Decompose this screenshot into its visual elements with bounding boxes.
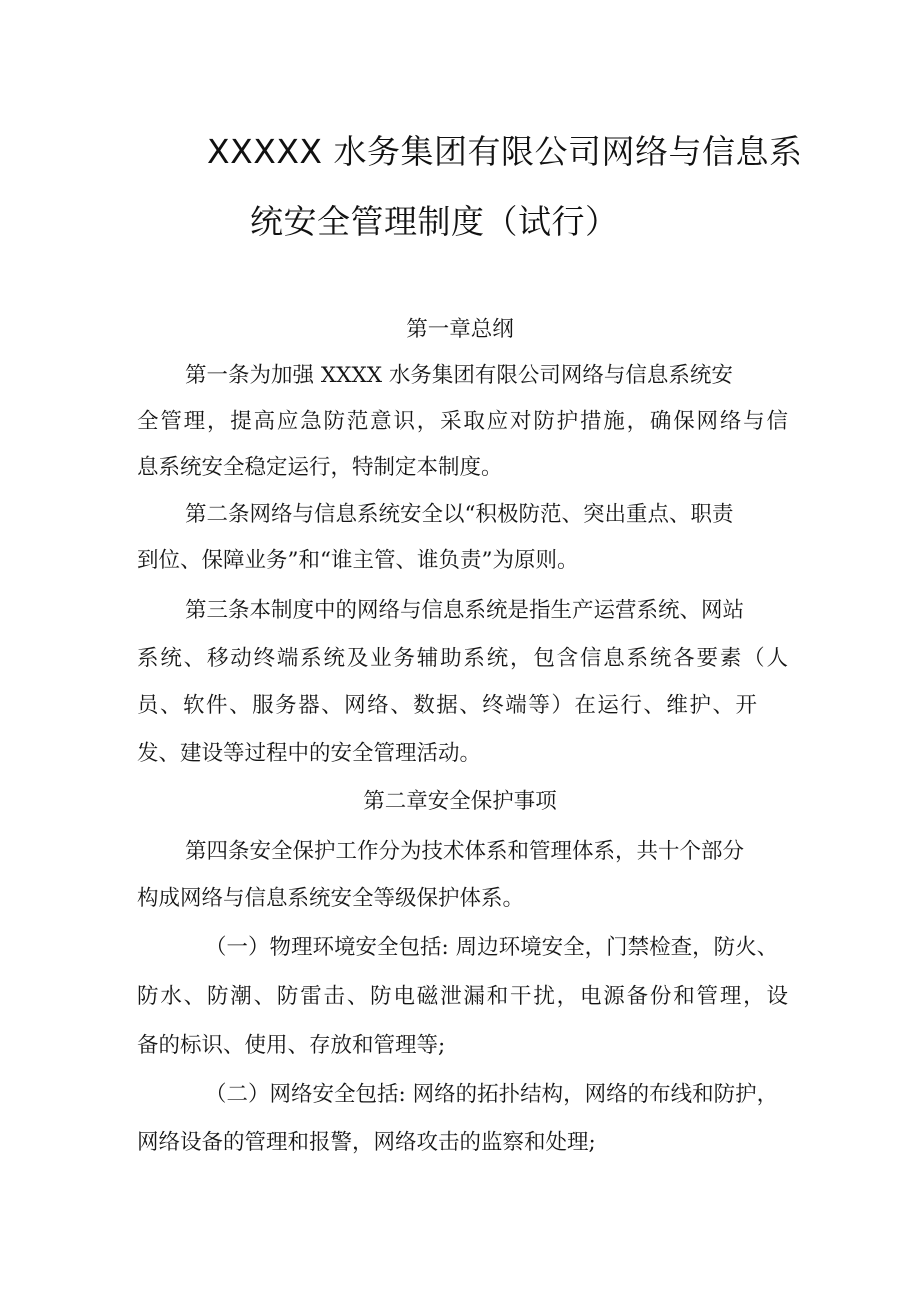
- chapter-1-heading: 第一章总纲: [406, 317, 514, 342]
- item-1-line: 防水、防潮、防雷击、防电磁泄漏和干扰，电源备份和管理，设: [137, 984, 788, 1009]
- item-2-line: 网络设备的管理和报警，网络攻击的监察和处理;: [137, 1130, 596, 1155]
- chapter-2-heading: 第二章安全保护事项: [363, 789, 557, 814]
- document-title-line-2: 统安全管理制度（试行）: [250, 202, 619, 241]
- article-2-line: 到位、保障业务”和“谁主管、谁负责”为原则。: [137, 548, 579, 573]
- item-1-line: （一）物理环境安全包括: 周边环境安全，门禁检查，防火、: [205, 935, 779, 960]
- article-1-line: 全管理，提高应急防范意识，采取应对防护措施，确保网络与信: [137, 409, 788, 434]
- item-1-line: 备的标识、使用、存放和管理等;: [137, 1033, 446, 1058]
- article-3-line: 系统、移动终端系统及业务辅助系统，包含信息系统各要素（人: [137, 646, 788, 671]
- article-4-line: 构成网络与信息系统安全等级保护体系。: [137, 886, 525, 911]
- article-4-line: 第四条安全保护工作分为技术体系和管理体系，共十个部分: [185, 839, 745, 864]
- item-2-line: （二）网络安全包括: 网络的拓扑结构，网络的布线和防护，: [205, 1082, 779, 1107]
- article-3-line: 发、建设等过程中的安全管理活动。: [137, 741, 482, 766]
- article-3-line: 第三条本制度中的网络与信息系统是指生产运营系统、网站: [185, 598, 745, 623]
- article-3-line: 员、软件、服务器、网络、数据、终端等）在运行、维护、开: [137, 693, 757, 718]
- article-1-line: 息系统安全稳定运行，特制定本制度。: [137, 455, 503, 480]
- article-1-line: 第一条为加强 XXXX 水务集团有限公司网络与信息系统安: [185, 363, 733, 388]
- article-2-line: 第二条网络与信息系统安全以“积极防范、突出重点、职责: [185, 502, 734, 527]
- document-title-line-1: XXXXX 水务集团有限公司网络与信息系: [207, 132, 803, 171]
